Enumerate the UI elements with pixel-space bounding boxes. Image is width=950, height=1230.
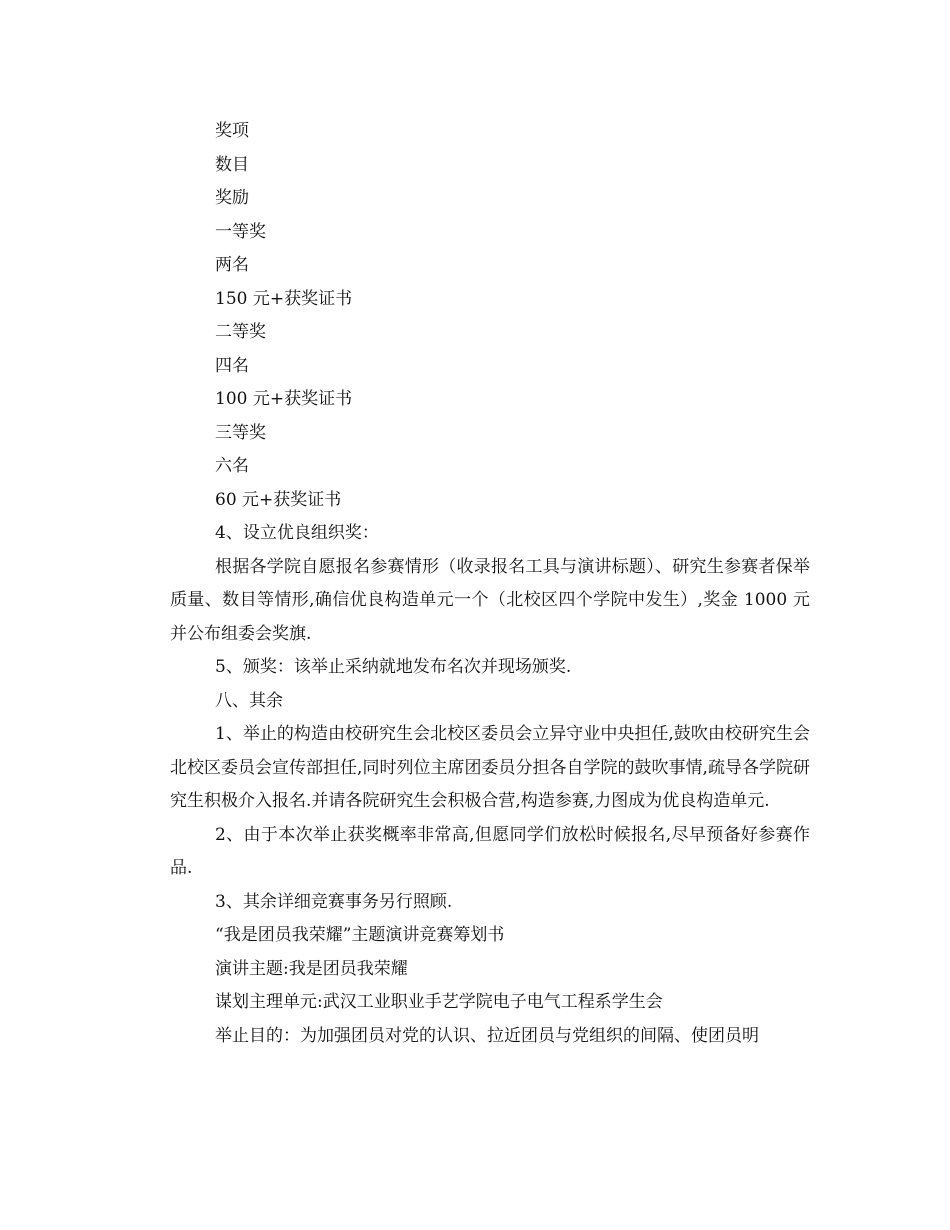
award-second-count: 四名 xyxy=(215,355,249,376)
section8-item2: 2、由于本次举止获奖概率非常高,但愿同学们放松时候报名,尽早预备好参赛作品. xyxy=(170,824,810,878)
awards-list xyxy=(170,115,810,517)
award-second-reward: 100 元+获奖证书 xyxy=(215,389,353,409)
section8-title: 八、其余 xyxy=(215,690,283,711)
award-third-reward: 60 元+获奖证书 xyxy=(215,489,342,510)
plan-purpose: 举止目的：为加强团员对党的认识、拉近团员与党组织的间隔、使团员明 xyxy=(215,1025,759,1046)
award-first-count: 两名 xyxy=(215,255,249,275)
award-header-reward: 奖励 xyxy=(215,188,249,208)
award-first-name: 一等奖 xyxy=(215,221,266,242)
section8-item1: 1、举止的构造由校研究生会北校区委员会立异守业中央担任,鼓吹由校研究生会北校区委员会宣传部担任,同时列位主席团委员分担各自学院的鼓吹事情,疏导各学院研究生积极介入报名.并请各院研究生会积极合营,构造参赛,力图成为优良构造单元. xyxy=(170,724,810,811)
award-third-name: 三等奖 xyxy=(215,422,266,443)
section5-text: 5、颁奖：该举止采纳就地发布名次并现场颁奖. xyxy=(215,657,572,677)
award-header-item: 奖项 xyxy=(215,121,249,141)
section4-title: 4、设立优良组织奖： xyxy=(215,523,379,543)
award-header-count: 数目 xyxy=(215,154,249,175)
plan-title: “我是团员我荣耀”主题演讲竞赛筹划书 xyxy=(215,925,505,945)
award-first-reward: 150 元+获奖证书 xyxy=(215,288,353,309)
award-third-count: 六名 xyxy=(215,456,249,476)
plan-organizer: 谋划主理单元:武汉工业职业手艺学院电子电气工程系学生会 xyxy=(215,992,663,1012)
section8-item3: 3、其余详细竞赛事务另行照顾. xyxy=(215,891,453,912)
plan-theme: 演讲主题:我是团员我荣耀 xyxy=(215,958,408,979)
document-body xyxy=(170,115,810,1053)
award-second-name: 二等奖 xyxy=(215,322,266,342)
section4-body: 根据各学院自愿报名参赛情形（收录报名工具与演讲标题）、研究生参赛者保举质量、数目等情形,确信优良构造单元一个（北校区四个学院中发生）,奖金 1000 元并公布组委会奖旗. xyxy=(170,556,810,644)
